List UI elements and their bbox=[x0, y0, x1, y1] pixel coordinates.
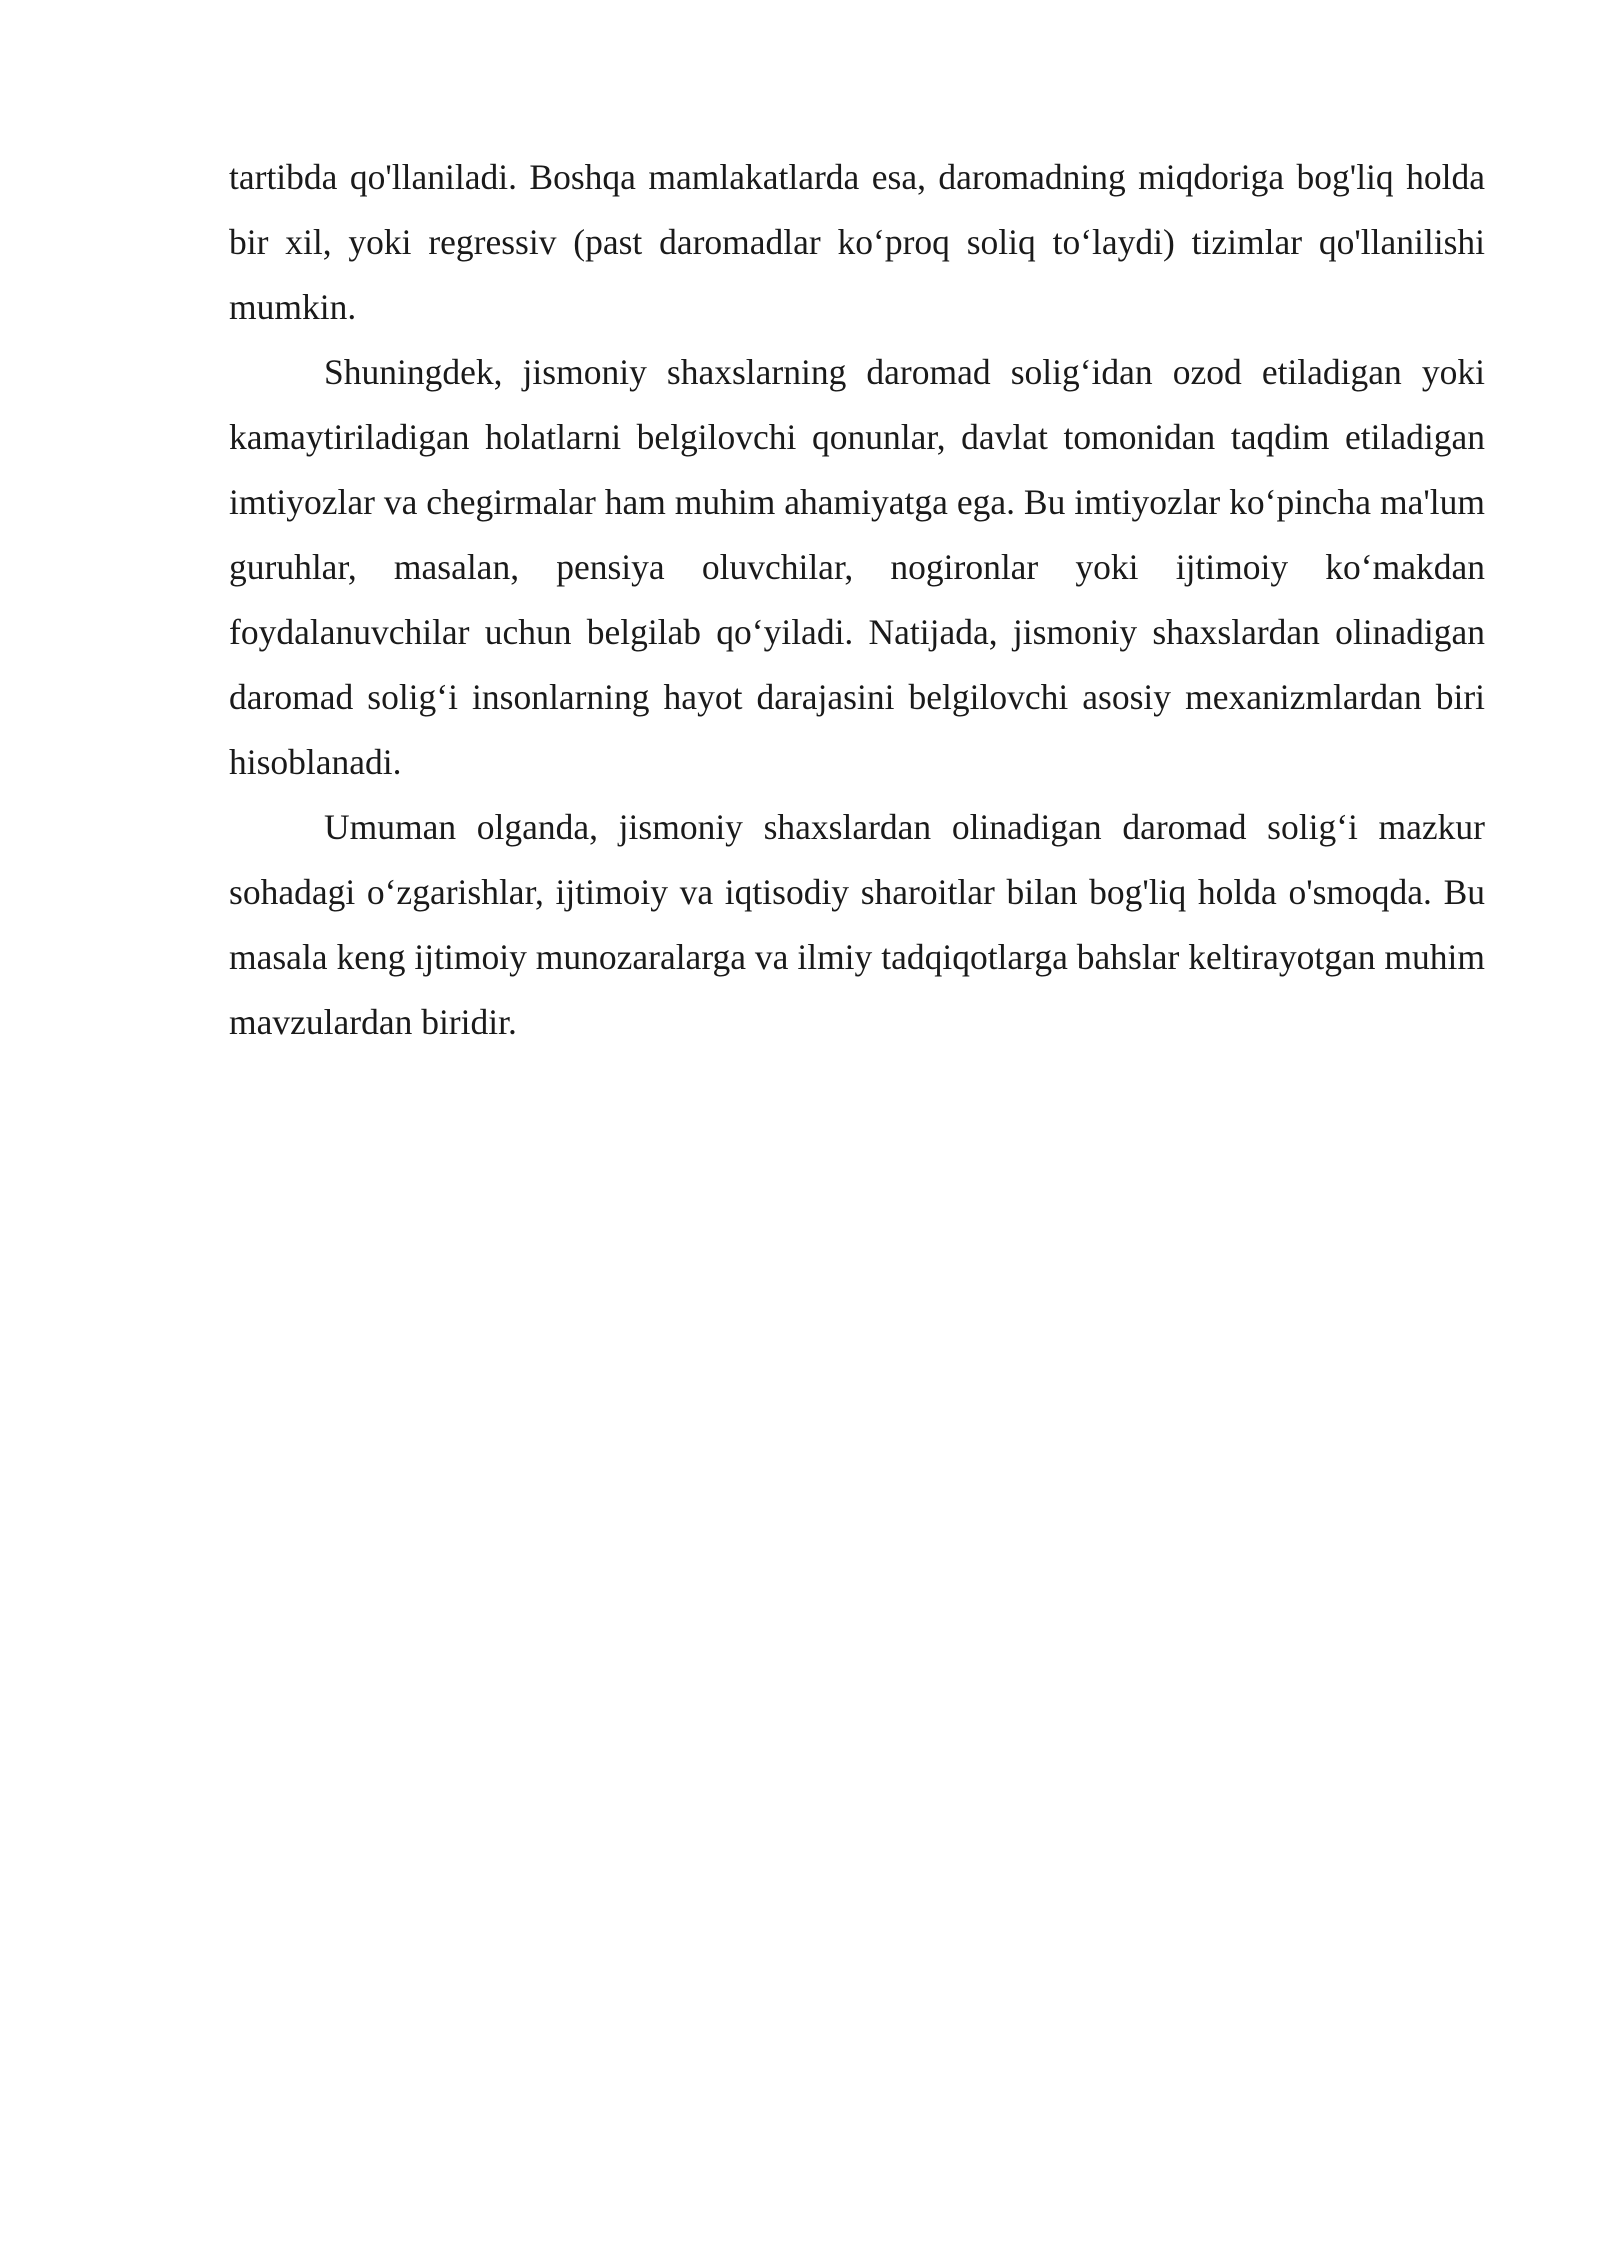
paragraph-exemptions: Shuningdek, jismoniy shaxslarning daromad solig‘idan ozod etiladigan yoki kamaytiriladigan holatlarni belgilovchi qonunlar, davlat tomonidan taqdim etiladigan imtiyozlar va chegirmalar ham muhim ahamiyatga ega. Bu imtiyozlar ko‘pincha ma'lum guruhlar, masalan, pensiya oluvchilar, nogironlar yoki ijtimoiy ko‘makdan foydalanuvchilar uchun belgilab qo‘yiladi. Natijada, jismoniy shaxslardan olinadigan daromad solig‘i insonlarning hayot darajasini belgilovchi asosiy mexanizmlardan biri hisoblanadi. bbox=[229, 352, 1485, 782]
paragraph-conclusion: Umuman olganda, jismoniy shaxslardan olinadigan daromad solig‘i mazkur sohadagi o‘zgarishlar, ijtimoiy va iqtisodiy sharoitlar bilan bog'liq holda o'smoqda. Bu masala keng ijtimoiy munozaralarga va ilmiy tadqiqotlarga bahslar keltirayotgan muhim mavzulardan biridir. bbox=[229, 807, 1485, 1042]
paragraph-continuation: tartibda qo'llaniladi. Boshqa mamlakatlarda esa, daromadning miqdoriga bog'liq holda bir xil, yoki regressiv (past daromadlar ko‘proq soliq to‘laydi) tizimlar qo'llanilishi mumkin. bbox=[229, 157, 1485, 327]
body-text bbox=[229, 145, 1485, 1055]
